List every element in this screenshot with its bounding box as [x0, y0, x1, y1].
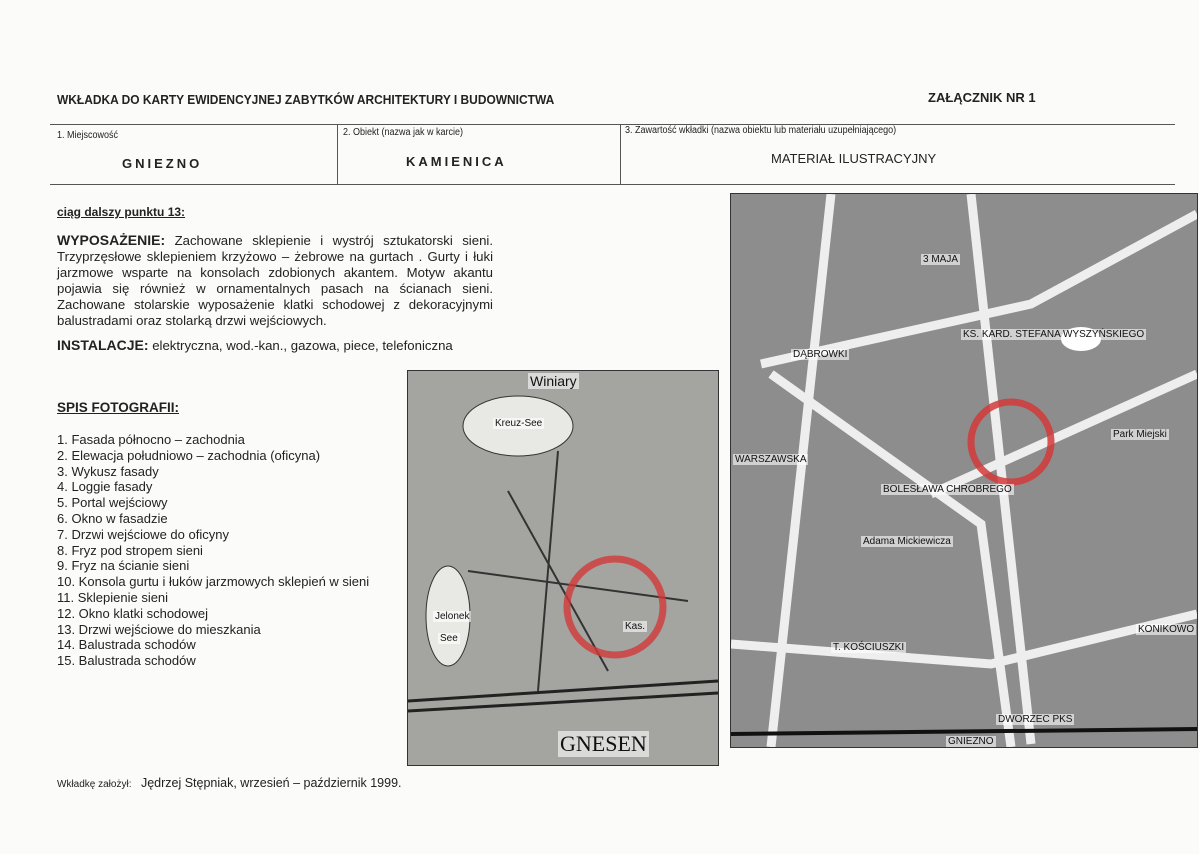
annex-number: ZAŁĄCZNIK NR 1 — [928, 90, 1036, 105]
footer-label: Wkładkę założył: — [57, 779, 132, 790]
photo-list-item: 15. Balustrada schodów — [57, 653, 196, 669]
installations-text: elektryczna, wod.-kan., gazowa, piece, telefoniczna — [152, 338, 453, 353]
photo-list-item: 12. Okno klatki schodowej — [57, 605, 209, 621]
photo-list-item: 6. Okno w fasadzie — [57, 510, 168, 526]
photo-list-item: 11. Sklepienie sieni — [57, 589, 169, 605]
field-label-locality: 1. Miejscowość — [57, 130, 119, 141]
map-label: Adama Mickiewicza — [863, 536, 951, 547]
divider — [620, 124, 621, 184]
divider — [50, 184, 1175, 185]
footer — [57, 776, 402, 790]
map-label: DĄBROWKI — [793, 349, 848, 360]
photos-heading: SPIS FOTOGRAFII: — [57, 400, 180, 415]
photo-list-item: 5. Portal wejściowy — [57, 495, 168, 511]
photo-list-item: 13. Drzwi wejściowe do mieszkania — [57, 621, 261, 637]
field-label-content: 3. Zawartość wkładki (nazwa obiektu lub materiału uzupełniającego) — [625, 125, 897, 136]
photo-list-item: 7. Drzwi wejściowe do oficyny — [57, 526, 229, 542]
map-label: Winiary — [530, 373, 577, 389]
equipment-section — [57, 232, 493, 354]
photo-list-item: 14. Balustrada schodów — [57, 637, 196, 653]
field-label-object: 2. Obiekt (nazwa jak w karcie) — [343, 127, 464, 138]
field-value-object: KAMIENICA — [406, 154, 507, 169]
photo-list-item: 9. Fryz na ścianie sieni — [57, 558, 190, 574]
photo-list — [57, 432, 369, 669]
map-label: Park Miejski — [1113, 429, 1167, 440]
field-value-content: MATERIAŁ ILUSTRACYJNY — [771, 151, 937, 166]
map-label: 3 MAJA — [923, 254, 959, 265]
equipment-text: Zachowane sklepienie i wystrój sztukatorski sieni. Trzyprzęsłowe sklepieniem krzyżowo – żebrowe na gurtach . Gurty i łuki jarzmowe wsparte na konsolach zdobionych akantem. Motyw akantu pojawia się również w ornamentalnych pasach na ścianach sieni. Zachowane stolarskie wyposażenie klatki schodowej z dekoracyjnymi balustradami oraz stolarką drzwi wejściowych. — [57, 233, 493, 328]
map-label: Kas. — [625, 621, 646, 632]
document-title: WKŁADKA DO KARTY EWIDENCYJNEJ ZABYTKÓW ARCHITEKTURY I BUDOWNICTWA — [57, 92, 555, 107]
photo-list-item: 1. Fasada północno – zachodnia — [57, 432, 245, 447]
map-label: T. KOŚCIUSZKI — [833, 642, 905, 653]
map-label: KS. KARD. STEFANA WYSZYŃSKIEGO — [963, 329, 1145, 340]
map-label: See — [440, 633, 458, 644]
map-label: Kreuz-See — [495, 418, 543, 429]
footer-author: Jędrzej Stępniak, wrzesień – październik 1999. — [140, 776, 402, 790]
map-label: GNESEN — [560, 731, 647, 756]
city-map-image — [730, 193, 1198, 748]
map-label: GNIEZNO — [948, 736, 994, 747]
photo-list-item: 2. Elewacja południowo – zachodnia (oficyna) — [57, 447, 321, 463]
map-label: DWORZEC PKS — [998, 714, 1073, 725]
equipment-heading: WYPOSAŻENIE: — [57, 232, 166, 248]
installations-heading: INSTALACJE: — [57, 337, 149, 353]
map-label: Jelonek — [435, 611, 470, 622]
map-label: BOLESŁAWA CHROBREGO — [883, 484, 1012, 495]
photo-list-item: 3. Wykusz fasady — [57, 463, 159, 479]
photo-list-item: 4. Loggie fasady — [57, 479, 153, 495]
continuation-heading: ciąg dalszy punktu 13: — [57, 205, 186, 219]
divider — [50, 124, 1175, 125]
divider — [337, 124, 338, 184]
map-label: KONIKOWO — [1138, 624, 1195, 635]
map-label: WARSZAWSKA — [735, 454, 807, 465]
historic-map-image — [407, 370, 719, 766]
photo-list-item: 8. Fryz pod stropem sieni — [57, 542, 203, 558]
field-value-locality: GNIEZNO — [122, 156, 203, 171]
photo-list-item: 10. Konsola gurtu i łuków jarzmowych sklepień w sieni — [57, 574, 370, 590]
